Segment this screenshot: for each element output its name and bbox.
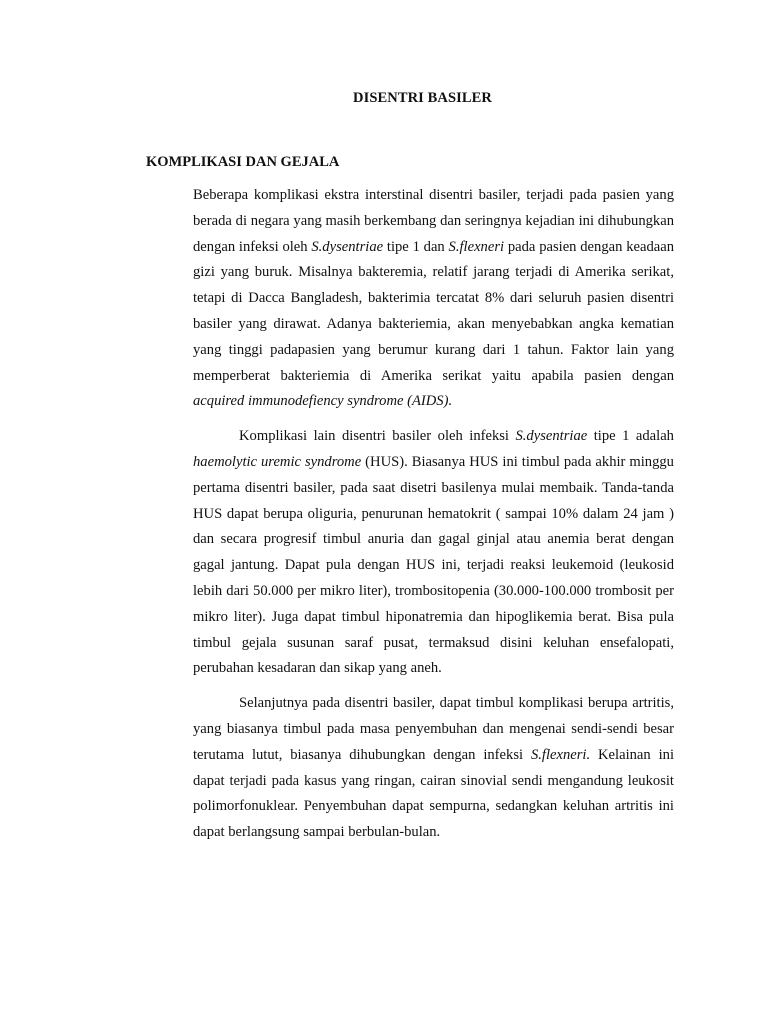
paragraph-2 — [193, 424, 674, 682]
paragraph-2-hus-term: haemolytic uremic syndrome — [193, 453, 362, 470]
document-title: DISENTRI BASILER — [353, 90, 492, 106]
paragraph-2-text: (HUS). Biasanya HUS ini timbul pada akhir minggu pertama disentri basiler, pada saat disetri basilenya mulai membaik. Tanda-tanda HUS dapat berupa oliguria, penurunan hematokrit ( sampai 10% dalam 24 jam ) dan secara progresif timbul anuria dan gagal ginjal atau anemia berat dengan gagal jantung. Dapat pula dengan HUS ini, terjadi reaksi leukemoid (leukosid lebih dari 50.000 per mikro liter), trombositopenia (30.000-100.000 trombosit per mikro liter). Juga dapat timbul hiponatremia dan hipoglikemia berat. Bisa pula timbul gejala susunan saraf pusat, termaksud disini keluhan ensefalopati, perubahan kesadaran dan sikap yang aneh. — [193, 453, 674, 677]
paragraph-2-organism-s-dysentriae: S.dysentriae — [515, 428, 588, 445]
paragraph-1-organism-s-flexneri: S.flexneri — [448, 238, 505, 255]
paragraph-1-text: Beberapa komplikasi ekstra interstinal disentri basiler, terjadi pada pasien yang berada di negara yang masih berkembang dan seringnya kejadian ini dihubungkan dengan infeksi oleh — [193, 187, 674, 255]
paragraph-3 — [193, 691, 674, 846]
paragraph-1-aids-term: acquired immunodefiency syndrome (AIDS). — [193, 393, 453, 410]
paragraph-3-text: Selanjutnya pada disentri basiler, dapat timbul komplikasi berupa artritis, yang biasanya timbul pada masa penyembuhan dan mengenai sendi-sendi besar terutama lutut, biasanya dihubungkan dengan infeksi — [193, 695, 674, 763]
section-heading: KOMPLIKASI DAN GEJALA — [146, 154, 340, 170]
paragraph-1 — [193, 183, 674, 415]
paragraph-1-organism-s-dysentriae: S.dysentriae — [311, 238, 384, 255]
paragraph-2-text: tipe 1 adalah — [587, 428, 674, 445]
paragraph-1-text: pada pasien dengan keadaan gizi yang buruk. Misalnya bakteremia, relatif jarang terjadi di Amerika serikat, tetapi di Dacca Bangladesh, bakterimia tercatat 8% dari seluruh pasien disentri basiler yang dirawat. Adanya bakteriemia, akan menyebabkan angka kematian yang tinggi padapasien yang berumur kurang dari 1 tahun. Faktor lain yang memperberat bakteriemia di Amerika serikat yaitu apabila pasien dengan — [193, 238, 674, 384]
paragraph-1-text: tipe 1 dan — [383, 238, 449, 255]
paragraph-3-organism-s-flexneri: S.flexneri. — [530, 746, 591, 763]
paragraph-3-text: Kelainan ini dapat terjadi pada kasus yang ringan, cairan sinovial sendi mengandung leukosit polimorfonuklear. Penyembuhan dapat sempurna, sedangkan keluhan artritis ini dapat berlangsung sampai berbulan-bulan. — [193, 746, 674, 841]
paragraph-2-text: Komplikasi lain disentri basiler oleh infeksi — [239, 428, 516, 445]
document-body — [193, 183, 674, 846]
